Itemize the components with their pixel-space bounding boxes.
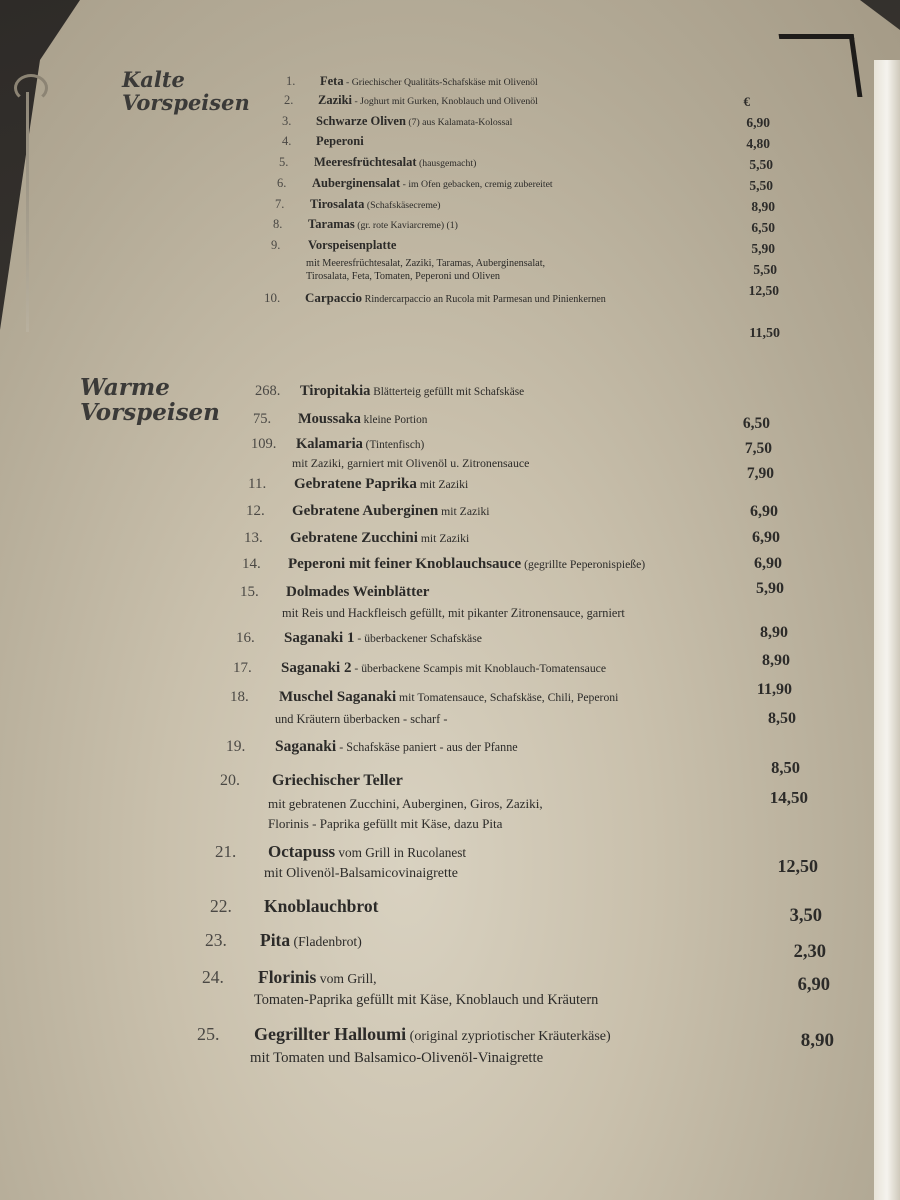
item-subline: Tomaten-Paprika gefüllt mit Käse, Knoblauch und Kräutern bbox=[254, 992, 599, 1008]
item-price: 5,50 bbox=[749, 157, 773, 172]
item-name: Gegrillter Halloumi bbox=[254, 1024, 407, 1044]
menu-item bbox=[260, 930, 362, 951]
item-description: mit Zaziki bbox=[438, 505, 490, 518]
item-description: - Griechischer Qualitäts-Schafskäse mit Olivenöl bbox=[343, 77, 538, 88]
item-name: Saganaki 2 bbox=[281, 660, 352, 676]
item-price: 3,50 bbox=[789, 906, 822, 926]
item-number: 11. bbox=[248, 476, 267, 492]
item-price: 8,90 bbox=[762, 652, 790, 669]
menu-item bbox=[268, 842, 466, 862]
item-name: Auberginensalat bbox=[312, 176, 401, 190]
item-description: (Schafskäsecreme) bbox=[364, 200, 441, 211]
item-number: 18. bbox=[230, 689, 249, 705]
menu-item bbox=[314, 155, 476, 170]
item-price: 8,90 bbox=[751, 199, 775, 214]
item-number: 15. bbox=[240, 584, 259, 600]
item-number: 2. bbox=[284, 93, 294, 107]
menu-item bbox=[272, 772, 403, 790]
item-name: Peperoni mit feiner Knoblauchsauce bbox=[288, 556, 522, 572]
item-number: 14. bbox=[242, 556, 261, 572]
item-description: vom Grill in Rucolanest bbox=[335, 845, 467, 860]
menu-item bbox=[281, 660, 606, 677]
item-description: (Tintenfisch) bbox=[362, 439, 425, 451]
binder-wire bbox=[26, 92, 29, 332]
item-name: Muschel Saganaki bbox=[279, 689, 397, 705]
section-title-line2: Vorspeisen bbox=[80, 399, 220, 427]
item-name: Taramas bbox=[308, 217, 355, 231]
item-price: 2,30 bbox=[793, 942, 826, 962]
item-description: - überbackener Schafskäse bbox=[354, 632, 482, 645]
item-price: 6,50 bbox=[751, 220, 775, 235]
item-number: 16. bbox=[236, 630, 255, 646]
item-price: 14,50 bbox=[769, 788, 808, 807]
item-description: mit Tomatensauce, Schafskäse, Chili, Peperoni bbox=[396, 691, 619, 704]
item-number: 7. bbox=[275, 197, 285, 211]
item-number: 4. bbox=[282, 134, 292, 148]
section-title-line1: Kalte bbox=[122, 67, 185, 92]
item-name: Peperoni bbox=[316, 134, 364, 148]
item-name: Knoblauchbrot bbox=[264, 896, 379, 916]
item-name: Saganaki 1 bbox=[284, 630, 355, 646]
menu-item bbox=[310, 197, 440, 212]
item-number: 12. bbox=[246, 503, 265, 519]
item-number: 24. bbox=[202, 967, 224, 987]
item-name: Carpaccio bbox=[305, 290, 363, 305]
item-price: 6,90 bbox=[754, 555, 782, 572]
menu-page-edge bbox=[874, 60, 900, 1200]
item-name: Pita bbox=[260, 930, 291, 950]
item-price: 8,50 bbox=[771, 758, 800, 777]
item-description: (gr. rote Kaviarcreme) (1) bbox=[354, 220, 458, 231]
menu-corner-clip bbox=[779, 34, 863, 97]
item-number: 22. bbox=[210, 896, 232, 916]
menu-item bbox=[298, 411, 427, 428]
item-number: 10. bbox=[264, 290, 281, 305]
item-name: Meeresfrüchtesalat bbox=[314, 155, 417, 169]
menu-item bbox=[316, 134, 364, 149]
item-description: mit Zaziki bbox=[416, 478, 469, 491]
item-number: 268. bbox=[255, 383, 281, 399]
item-number: 23. bbox=[205, 930, 227, 950]
item-subline: mit Tomaten und Balsamico-Olivenöl-Vinaigrette bbox=[250, 1050, 544, 1066]
item-description: (7) aus Kalamata-Kolossal bbox=[405, 117, 513, 128]
item-number: 75. bbox=[253, 411, 272, 427]
menu-item bbox=[279, 689, 618, 706]
item-description: kleine Portion bbox=[360, 414, 428, 426]
menu-item bbox=[286, 584, 429, 601]
section-title-kalte bbox=[122, 68, 250, 114]
item-price: 7,50 bbox=[744, 440, 772, 457]
item-name: Octapuss bbox=[268, 842, 336, 861]
item-price: 7,90 bbox=[746, 465, 774, 482]
menu-item bbox=[308, 238, 396, 253]
binder-ring bbox=[14, 74, 48, 102]
item-name: Gebratene Paprika bbox=[294, 476, 417, 492]
item-subline: und Kräutern überbacken - scharf - bbox=[275, 712, 448, 726]
item-number: 9. bbox=[271, 238, 281, 252]
menu-item bbox=[318, 93, 538, 108]
item-number: 8. bbox=[273, 217, 283, 231]
item-subline: mit Reis und Hackfleisch gefüllt, mit pikanter Zitronensauce, garniert bbox=[282, 606, 625, 620]
item-subline: Tirosalata, Feta, Tomaten, Peperoni und Oliven bbox=[306, 271, 501, 282]
item-name: Moussaka bbox=[298, 411, 361, 427]
item-price: 8,50 bbox=[768, 710, 796, 727]
item-number: 17. bbox=[233, 660, 252, 676]
menu-item bbox=[300, 383, 524, 400]
item-number: 25. bbox=[197, 1024, 220, 1044]
item-description: mit Zaziki bbox=[417, 532, 470, 545]
item-number: 21. bbox=[215, 842, 237, 861]
item-description: (gegrillte Peperonispieße) bbox=[521, 558, 646, 571]
currency-header: € bbox=[743, 94, 750, 109]
item-name: Dolmades Weinblätter bbox=[286, 584, 430, 600]
menu-item bbox=[290, 530, 469, 547]
item-price: 5,90 bbox=[756, 580, 784, 597]
section-title-line2: Vorspeisen bbox=[122, 90, 250, 116]
item-price: 11,50 bbox=[749, 326, 780, 341]
item-description: Blätterteig gefüllt mit Schafskäse bbox=[370, 386, 525, 398]
item-price: 4,80 bbox=[746, 136, 770, 151]
item-price: 8,90 bbox=[760, 624, 788, 641]
menu-item bbox=[320, 74, 538, 89]
item-description: vom Grill, bbox=[316, 971, 377, 986]
item-description: - Joghurt mit Gurken, Knoblauch und Olivenöl bbox=[352, 96, 538, 107]
menu-item bbox=[284, 630, 482, 647]
item-name: Zaziki bbox=[318, 93, 353, 107]
menu-item bbox=[316, 114, 512, 129]
item-name: Gebratene Zucchini bbox=[290, 530, 418, 546]
menu-item bbox=[258, 967, 377, 988]
item-name: Kalamaria bbox=[296, 436, 363, 452]
item-description: (hausgemacht) bbox=[416, 158, 477, 169]
item-price: 12,50 bbox=[748, 283, 779, 298]
item-name: Tiropitakia bbox=[300, 383, 371, 399]
item-price: 5,90 bbox=[751, 241, 775, 256]
item-name: Vorspeisenplatte bbox=[308, 238, 397, 252]
item-subline: mit Olivenöl-Balsamicovinaigrette bbox=[264, 866, 458, 881]
section-title-line1: Warme bbox=[80, 374, 170, 401]
item-price: 8,90 bbox=[800, 1030, 834, 1051]
item-price: 5,50 bbox=[749, 178, 773, 193]
item-number: 1. bbox=[286, 74, 296, 88]
item-price: 6,90 bbox=[746, 115, 770, 130]
item-price: 6,90 bbox=[797, 975, 830, 995]
item-name: Griechischer Teller bbox=[272, 772, 403, 789]
item-name: Tirosalata bbox=[310, 197, 365, 211]
item-description: - im Ofen gebacken, cremig zubereitet bbox=[400, 179, 553, 190]
item-number: 20. bbox=[220, 772, 240, 789]
item-subline: mit Meeresfrüchtesalat, Zaziki, Taramas, Auberginensalat, bbox=[306, 258, 546, 269]
menu-item bbox=[305, 290, 606, 306]
item-price: 6,90 bbox=[752, 529, 780, 546]
menu-item bbox=[288, 556, 645, 573]
item-name: Schwarze Oliven bbox=[316, 114, 406, 128]
item-number: 109. bbox=[251, 436, 277, 452]
item-price: 6,50 bbox=[742, 415, 770, 432]
menu-item bbox=[254, 1024, 611, 1045]
item-number: 13. bbox=[244, 530, 263, 546]
menu-item bbox=[292, 503, 490, 520]
menu-item bbox=[308, 217, 458, 232]
item-subline: mit gebratenen Zucchini, Auberginen, Giros, Zaziki, bbox=[268, 796, 543, 811]
item-name: Feta bbox=[320, 74, 344, 88]
item-number: 5. bbox=[279, 155, 289, 169]
menu-item bbox=[294, 476, 468, 493]
item-price: 6,90 bbox=[750, 503, 778, 520]
item-name: Florinis bbox=[258, 967, 317, 987]
item-number: 6. bbox=[277, 176, 287, 190]
menu-item bbox=[264, 896, 378, 917]
item-price: 11,90 bbox=[756, 681, 792, 698]
item-name: Gebratene Auberginen bbox=[292, 503, 439, 519]
item-number: 3. bbox=[282, 114, 292, 128]
item-description: - Schafskäse paniert - aus der Pfanne bbox=[336, 740, 518, 754]
item-description: - überbackene Scampis mit Knoblauch-Tomatensauce bbox=[351, 662, 607, 675]
item-price: 12,50 bbox=[777, 856, 818, 876]
section-title-warme bbox=[80, 375, 220, 426]
item-name: Saganaki bbox=[275, 738, 337, 755]
menu-item bbox=[296, 436, 424, 453]
item-description: Rindercarpaccio an Rucola mit Parmesan und Pinienkernen bbox=[362, 294, 606, 305]
item-description: (original zypriotischer Kräuterkäse) bbox=[406, 1028, 611, 1044]
menu-item bbox=[312, 176, 553, 191]
item-description: (Fladenbrot) bbox=[290, 934, 362, 949]
item-subline: Florinis - Paprika gefüllt mit Käse, dazu Pita bbox=[268, 816, 503, 831]
item-number: 19. bbox=[226, 738, 246, 755]
menu-item bbox=[275, 738, 518, 756]
item-subline: mit Zaziki, garniert mit Olivenöl u. Zitronensauce bbox=[292, 456, 530, 470]
item-price: 5,50 bbox=[753, 262, 777, 277]
